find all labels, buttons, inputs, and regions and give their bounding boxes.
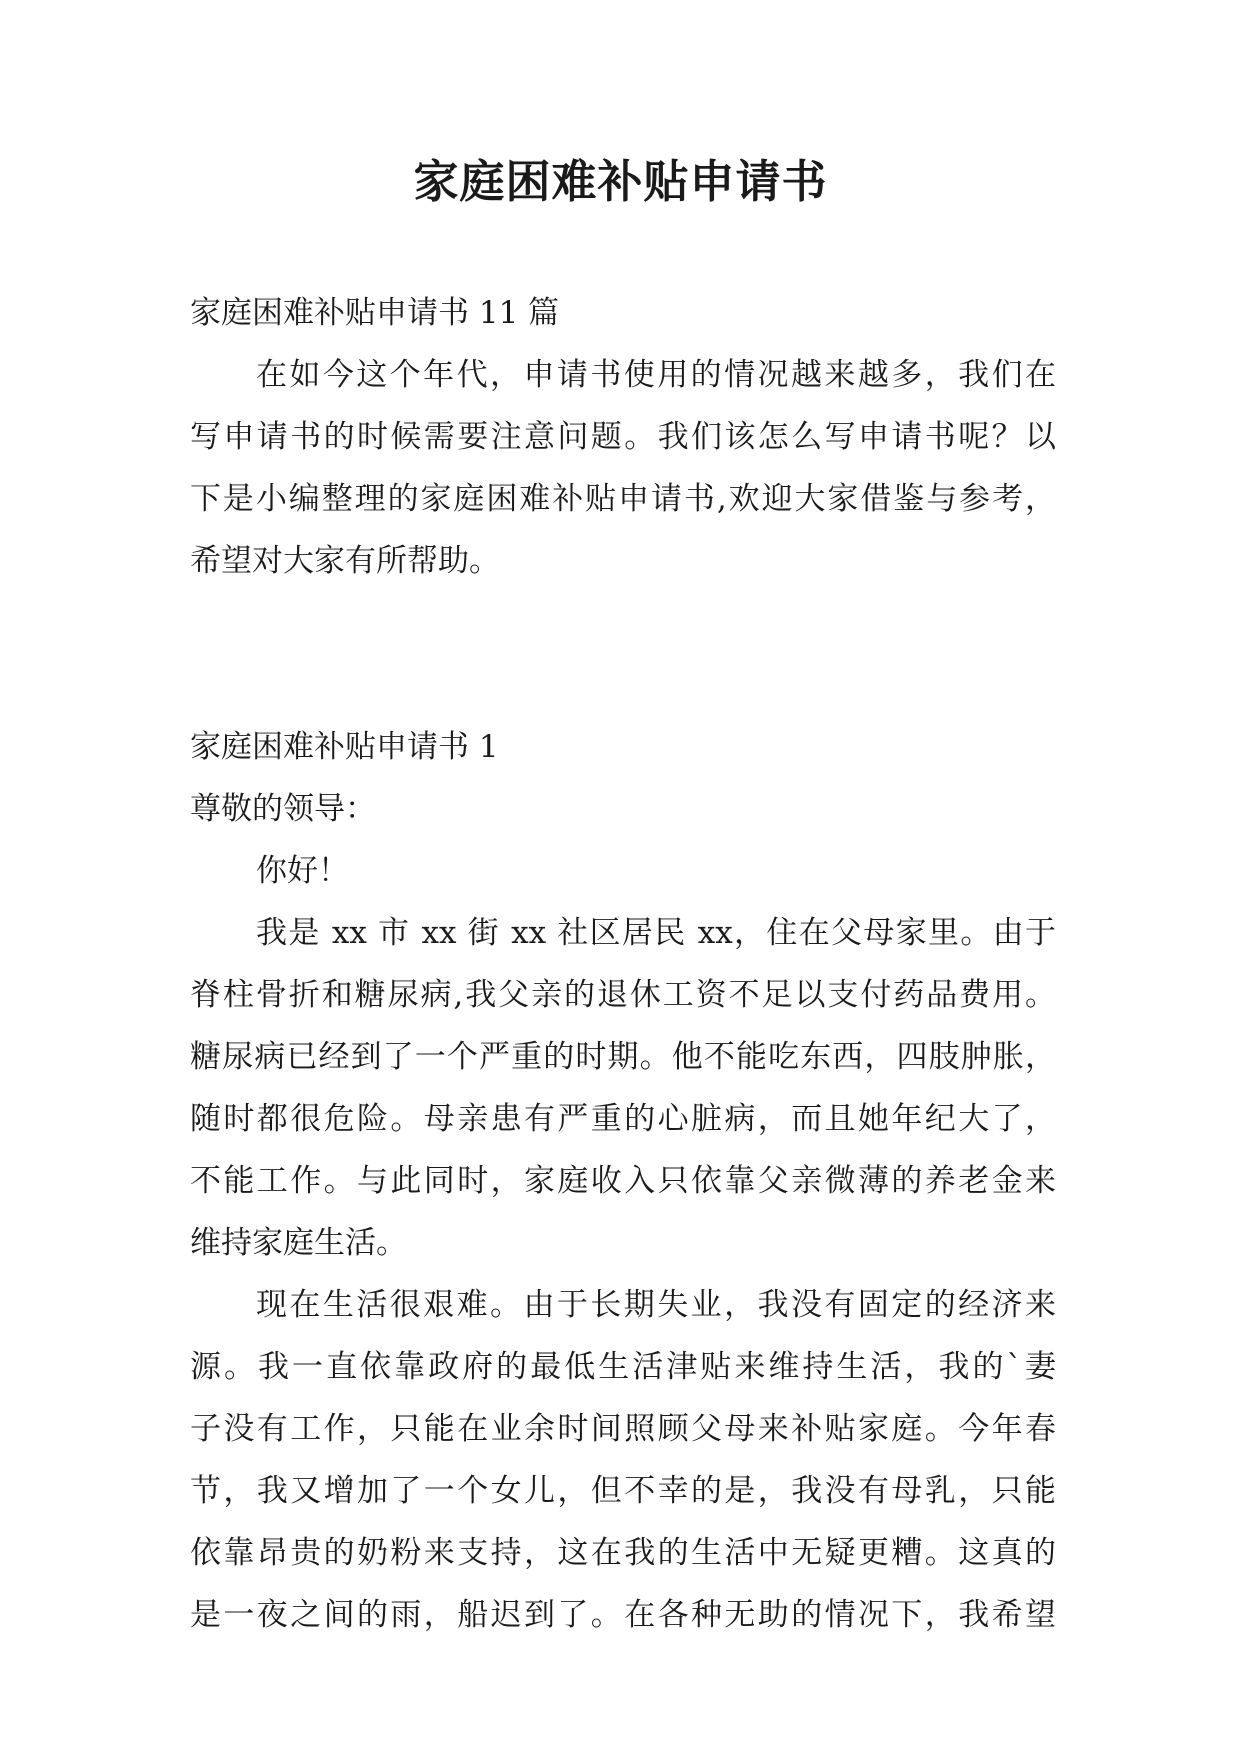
paragraph-line: 不能工作。与此同时，家庭收入只依靠父亲微薄的养老金来 [190, 1163, 1056, 1199]
document-body [190, 282, 1056, 1646]
paragraph-line: 下是小编整理的家庭困难补贴申请书,欢迎大家借鉴与参考， [190, 481, 1056, 517]
paragraph-line: 子没有工作，只能在业余时间照顾父母来补贴家庭。今年春 [190, 1411, 1056, 1447]
paragraph-line: 在如今这个年代，申请书使用的情况越来越多，我们在 [256, 357, 1056, 393]
paragraph-line: 我是 xx 市 xx 街 xx 社区居民 xx，住在父母家里。由于 [256, 915, 1056, 951]
salutation: 尊敬的领导： [190, 791, 376, 827]
paragraph-line: 现在生活很艰难。由于长期失业，我没有固定的经济来 [256, 1287, 1056, 1323]
section-spacer [190, 592, 1056, 716]
greeting: 你好！ [256, 853, 349, 889]
paragraph-line: 是一夜之间的雨，船迟到了。在各种无助的情况下，我希望 [190, 1597, 1056, 1633]
paragraph-line: 希望对大家有所帮助。 [190, 543, 500, 579]
paragraph-line: 维持家庭生活。 [190, 1225, 407, 1261]
paragraph-line: 节，我又增加了一个女儿，但不幸的是，我没有母乳，只能 [190, 1473, 1056, 1509]
paragraph-line: 脊柱骨折和糖尿病,我父亲的退休工资不足以支付药品费用。 [190, 977, 1056, 1013]
intro-paragraph [190, 344, 1056, 592]
paragraph-line: 依靠昂贵的奶粉来支持，这在我的生活中无疑更糟。这真的 [190, 1535, 1056, 1571]
paragraph-line: 糖尿病已经到了一个严重的时期。他不能吃东西，四肢肿胀， [190, 1039, 1056, 1075]
paragraph-line: 写申请书的时候需要注意问题。我们该怎么写申请书呢？以 [190, 419, 1056, 455]
paragraph-line: 随时都很危险。母亲患有严重的心脏病，而且她年纪大了， [190, 1101, 1056, 1137]
section-heading: 家庭困难补贴申请书 1 [190, 729, 499, 765]
body-paragraph-1 [190, 902, 1056, 1274]
paragraph-line: 源。我一直依靠政府的最低生活津贴来维持生活，我的`妻 [190, 1349, 1056, 1385]
document-title: 家庭困难补贴申请书 [413, 155, 828, 208]
body-paragraph-2 [190, 1274, 1056, 1646]
collection-heading: 家庭困难补贴申请书 11 篇 [190, 295, 560, 331]
